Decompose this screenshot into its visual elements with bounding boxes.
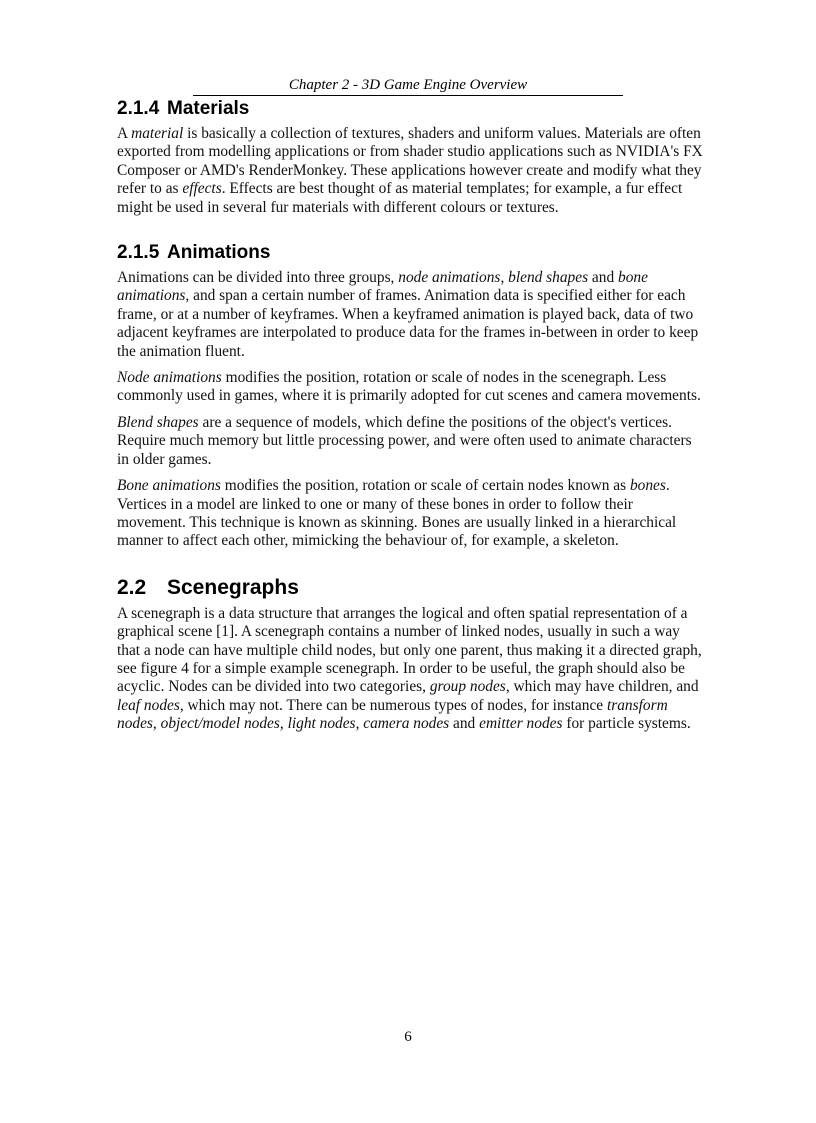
section-number: 2.2 [117,575,147,599]
section-title: Materials [167,98,250,119]
paragraph-node-animations: Node animations modifies the position, rotation or scale of nodes in the scenegraph. Less commonly used in games, where it is primarily adopted for cut scenes and camera movements. [117,369,701,405]
paragraph-scenegraphs: A scenegraph is a data structure that arranges the logical and often spatial representation of a graphical scene [1]. A scenegraph contains a number of linked nodes, usually in such a way that a node can have multiple child nodes, but only one parent, thus making it a directed graph, see figure 4 for a simple example scenegraph. In order to be useful, the graph should also be acyclic. Nodes can be divided into two categories, group nodes, which may have children, and leaf nodes, which may not. There can be numerous types of nodes, for instance transform nodes, object/model nodes, light nodes, camera nodes and emitter nodes for particle systems. [117,604,702,733]
section-number: 2.1.4 [117,98,160,119]
term-bone-animations: bone animations [117,269,648,305]
page-number: 6 [404,1029,412,1045]
term-blend-shapes: blend shapes [508,269,589,287]
page-content [117,97,703,742]
paragraph-materials: A material is basically a collection of textures, shaders and uniform values. Materials are often exported from modelling applications or from shader studio applications such as NVIDIA's FX Composer or AMD's RenderMonkey. These applications however create and modify what they refer to as effects. Effects are best thought of as material templates; for example, a fur effect might be used in several fur materials with different colours or textures. [117,125,703,216]
running-header: Chapter 2 - 3D Game Engine Overview [193,76,623,96]
paragraph-bone-animations: Bone animations modifies the position, rotation or scale of certain nodes known as bones. Vertices in a model are linked to one or many of these bones in order to follow their movement. This technique is known as skinning. Bones are usually linked in a hierarchical manner to affect each other, mimicking the behaviour of, for example, a skeleton. [117,477,677,550]
term-node-animations: node animations [398,269,501,287]
term-material: material [131,125,184,142]
section-title: Animations [167,242,271,264]
section-number: 2.1.5 [117,242,160,264]
section-heading-scenegraphs [117,575,703,601]
section-heading-animations [117,241,703,265]
section-heading-materials [117,97,703,121]
section-title: Scenegraphs [167,575,299,599]
term-effects: effects [182,180,222,198]
paragraph-blend-shapes: Blend shapes are a sequence of models, which define the positions of the object's vertices. Require much memory but little processing power, and were often used to animate characters in older games. [117,413,692,468]
paragraph-animations-intro: Animations can be divided into three groups, node animations, blend shapes and bone animations, and span a certain number of frames. Animation data is specified either for each frame, or at a number of keyframes. When a keyframed animation is played back, data of two adjacent keyframes are interpolated to produce data for the frames in-between in order to keep the animation fluent. [117,269,699,360]
